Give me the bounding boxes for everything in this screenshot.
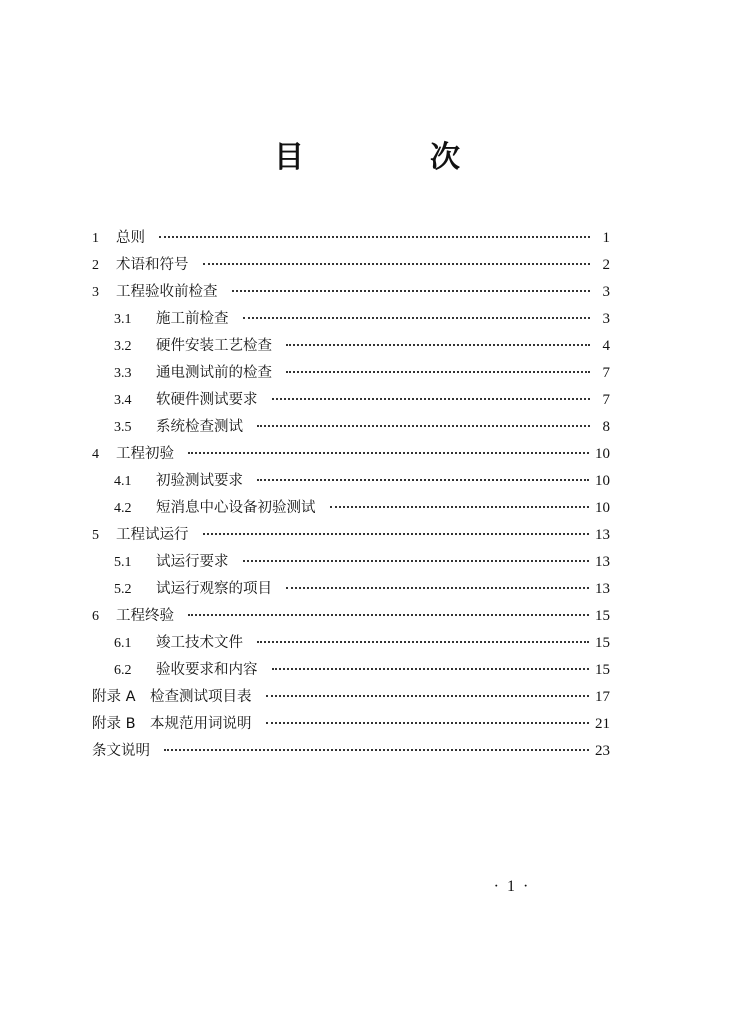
dot-leader [330,506,590,508]
toc-entry-page: 2 [602,257,610,273]
dot-leader [243,560,590,562]
toc-entry-title: 通电测试前的检查 [156,365,272,381]
table-of-contents [92,225,610,765]
toc-entry-title: 术语和符号 [116,257,189,273]
dot-leader [164,749,589,751]
toc-subentry[interactable] [92,387,610,414]
toc-entry-page: 10 [595,500,610,516]
toc-entry-page: 15 [595,608,610,624]
toc-entry-title: 短消息中心设备初验测试 [156,500,316,516]
toc-entry-number: 3.5 [114,420,132,435]
toc-entry-page: 13 [595,554,610,570]
toc-subentry[interactable] [92,549,610,576]
toc-entry[interactable] [92,603,610,630]
toc-entry-title: 条文说明 [92,743,150,759]
toc-entry-page: 7 [602,365,610,381]
toc-subentry[interactable] [92,657,610,684]
toc-subentry[interactable] [92,495,610,522]
toc-entry-number: 4.1 [114,474,132,489]
toc-entry-page: 10 [595,473,610,489]
dot-leader [203,263,591,265]
toc-entry-number: 6.2 [114,663,132,678]
toc-entry-number: 4 [92,447,99,462]
toc-entry-page: 13 [595,527,610,543]
dot-leader [257,479,589,481]
toc-appendix-entry[interactable] [92,711,610,738]
toc-entry-title: 软硬件测试要求 [156,392,258,408]
toc-subentry[interactable] [92,333,610,360]
toc-entry-page: 7 [602,392,610,408]
toc-entry-title: 试运行观察的项目 [156,581,272,597]
toc-entry-page: 15 [595,662,610,678]
toc-entry-number: 5 [92,528,99,543]
toc-entry-page: 4 [602,338,610,354]
toc-subentry[interactable] [92,468,610,495]
toc-entry-title: 竣工技术文件 [156,635,243,651]
dot-leader [232,290,591,292]
dot-leader [272,398,591,400]
toc-entry-title: 附录 B 本规范用词说明 [92,716,252,732]
toc-entry[interactable] [92,522,610,549]
dot-leader [266,695,589,697]
toc-entry-page: 21 [595,716,610,732]
dot-leader [203,533,590,535]
toc-entry-page: 15 [595,635,610,651]
toc-entry-page: 8 [602,419,610,435]
dot-leader [188,614,589,616]
dot-leader [286,371,590,373]
toc-entry[interactable] [92,225,610,252]
toc-entry-title: 初验测试要求 [156,473,243,489]
toc-subentry[interactable] [92,630,610,657]
dot-leader [159,236,590,238]
toc-appendix-entry[interactable] [92,684,610,711]
toc-entry-number: 4.2 [114,501,132,516]
page-number: · 1 · [493,878,531,895]
toc-entry-number: 3.4 [114,393,132,408]
toc-entry-title: 工程终验 [116,608,174,624]
toc-entry-number: 3 [92,285,99,300]
toc-entry-number: 3.3 [114,366,132,381]
dot-leader [286,587,589,589]
toc-entry-title: 硬件安装工艺检查 [156,338,272,354]
toc-subentry[interactable] [92,576,610,603]
dot-leader [272,668,590,670]
toc-entry-title: 验收要求和内容 [156,662,258,678]
toc-entry-page: 10 [595,446,610,462]
dot-leader [257,641,589,643]
toc-entry-title: 工程验收前检查 [116,284,218,300]
toc-entry-title: 总则 [116,230,145,246]
toc-entry-page: 17 [595,689,610,705]
toc-entry-number: 6 [92,609,99,624]
toc-entry-number: 2 [92,258,99,273]
toc-entry-title: 系统检查测试 [156,419,243,435]
toc-entry-page: 23 [595,743,610,759]
toc-entry-title: 试运行要求 [156,554,229,570]
dot-leader [188,452,589,454]
toc-entry-number: 3.2 [114,339,132,354]
toc-subentry[interactable] [92,360,610,387]
toc-entry-number: 3.1 [114,312,132,327]
toc-entry-page: 13 [595,581,610,597]
toc-subentry[interactable] [92,414,610,441]
dot-leader [243,317,591,319]
toc-entry[interactable] [92,252,610,279]
toc-appendix-entry[interactable] [92,738,610,765]
toc-entry[interactable] [92,441,610,468]
toc-entry-number: 1 [92,231,99,246]
dot-leader [286,344,590,346]
toc-entry[interactable] [92,279,610,306]
toc-entry-page: 3 [602,311,610,327]
toc-entry-page: 1 [602,230,610,246]
toc-subentry[interactable] [92,306,610,333]
toc-entry-title: 施工前检查 [156,311,229,327]
toc-entry-page: 3 [602,284,610,300]
toc-entry-number: 5.1 [114,555,132,570]
toc-entry-number: 5.2 [114,582,132,597]
toc-entry-title: 工程初验 [116,446,174,462]
toc-entry-title: 附录 A 检查测试项目表 [92,689,252,705]
toc-entry-title: 工程试运行 [116,527,189,543]
dot-leader [257,425,590,427]
page-title: 目 次 [274,140,508,175]
toc-entry-number: 6.1 [114,636,132,651]
dot-leader [266,722,589,724]
